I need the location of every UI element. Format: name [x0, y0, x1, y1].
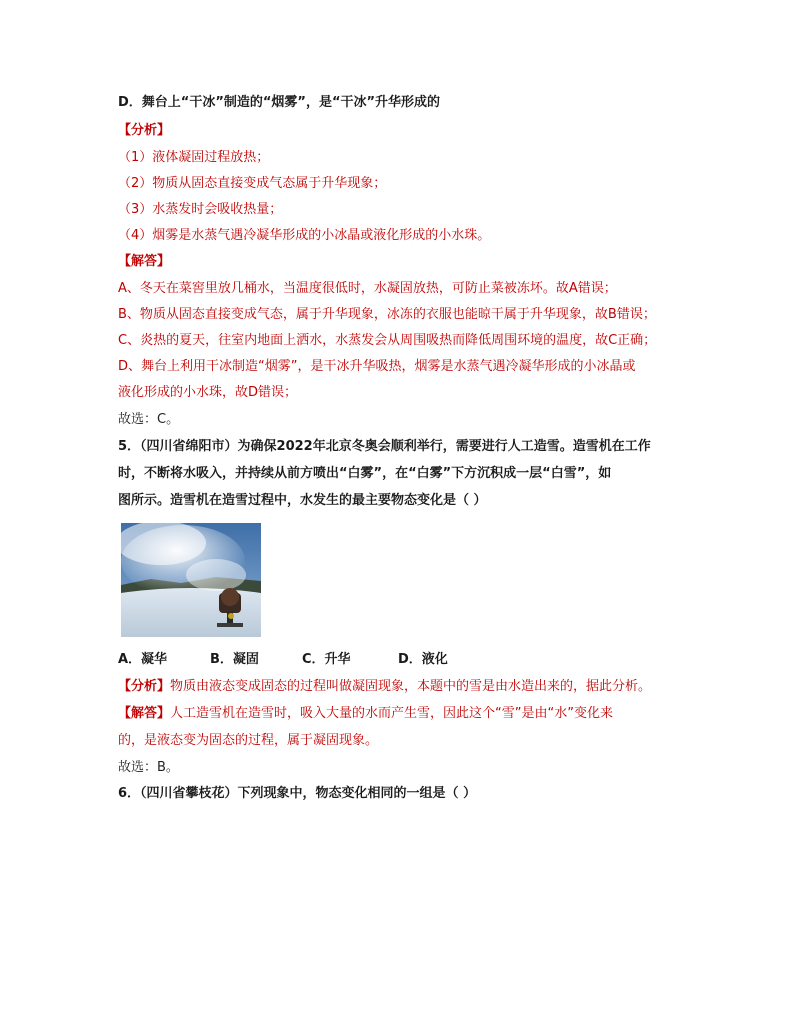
q5-answer-tag: 【解答】	[118, 706, 171, 721]
analysis-line-3: （3）水蒸发时会吸收热量；	[118, 202, 283, 217]
answer-tag: 【解答】	[118, 254, 171, 269]
analysis-line-2: （2）物质从固态直接变成气态属于升华现象；	[118, 176, 387, 191]
option-d-text: D．舞台上“干冰”制造的“烟雾”，是“干冰”升华形成的	[118, 95, 441, 110]
choice-c: C．升华	[302, 652, 351, 667]
q5-analysis-tag: 【分析】	[118, 679, 171, 694]
answer-line-4: D、舞台上利用干冰制造“烟雾”，是干冰升华吸热，烟雾是水蒸气遇冷凝华形成的小冰晶或	[118, 359, 636, 374]
q6-stem: 6．（四川省攀枝花）下列现象中，物态变化相同的一组是（ ）	[118, 786, 477, 801]
choice-b: B．凝固	[210, 652, 259, 667]
choice-a: A．凝华	[118, 652, 168, 667]
answer-line-2: B、物质从固态直接变成气态，属于升华现象，冰冻的衣服也能晾干属于升华现象，故B错误；	[118, 307, 656, 322]
q5-stem-line-2: 时，不断将水吸入，并持续从前方喷出“白雾”，在“白雾”下方沉积成一层“白雪”，如	[118, 466, 612, 481]
conclusion-q4: 故选：C。	[118, 412, 180, 427]
q5-stem-line-3: 图所示。造雪机在造雪过程中，水发生的最主要物态变化是（ ）	[118, 493, 487, 508]
q5-analysis-text: 物质由液态变成固态的过程叫做凝固现象，本题中的雪是由水造出来的，据此分析。	[170, 679, 652, 694]
conclusion-q5: 故选：B。	[118, 760, 179, 775]
analysis-tag: 【分析】	[118, 123, 171, 138]
analysis-line-4: （4）烟雾是水蒸气遇冷凝华形成的小冰晶或液化形成的小水珠。	[118, 228, 491, 243]
q5-answer-text-1: 人工造雪机在造雪时，吸入大量的水而产生雪，因此这个“雪”是由“水”变化来	[170, 706, 613, 721]
q5-analysis-line	[118, 677, 651, 697]
q5-stem-line-1: 5．（四川省绵阳市）为确保2022年北京冬奥会顺利举行，需要进行人工造雪。造雪机在工作	[118, 439, 651, 454]
analysis-line-1: （1）液体凝固过程放热；	[118, 150, 270, 165]
answer-line-1: A、冬天在菜窖里放几桶水，当温度很低时，水凝固放热，可防止菜被冻坏。故A错误；	[118, 281, 617, 296]
q5-choices	[118, 650, 448, 670]
choice-d: D．液化	[398, 652, 448, 667]
answer-line-3: C、炎热的夏天，往室内地面上洒水，水蒸发会从周围吸热而降低周围环境的温度，故C正确；	[118, 333, 657, 348]
answer-line-5: 液化形成的小水珠，故D错误；	[118, 385, 298, 400]
q5-answer-line-2: 的，是液态变为固态的过程，属于凝固现象。	[118, 733, 379, 748]
snow-machine-photo	[121, 523, 261, 637]
q5-answer-line-1	[118, 704, 613, 724]
